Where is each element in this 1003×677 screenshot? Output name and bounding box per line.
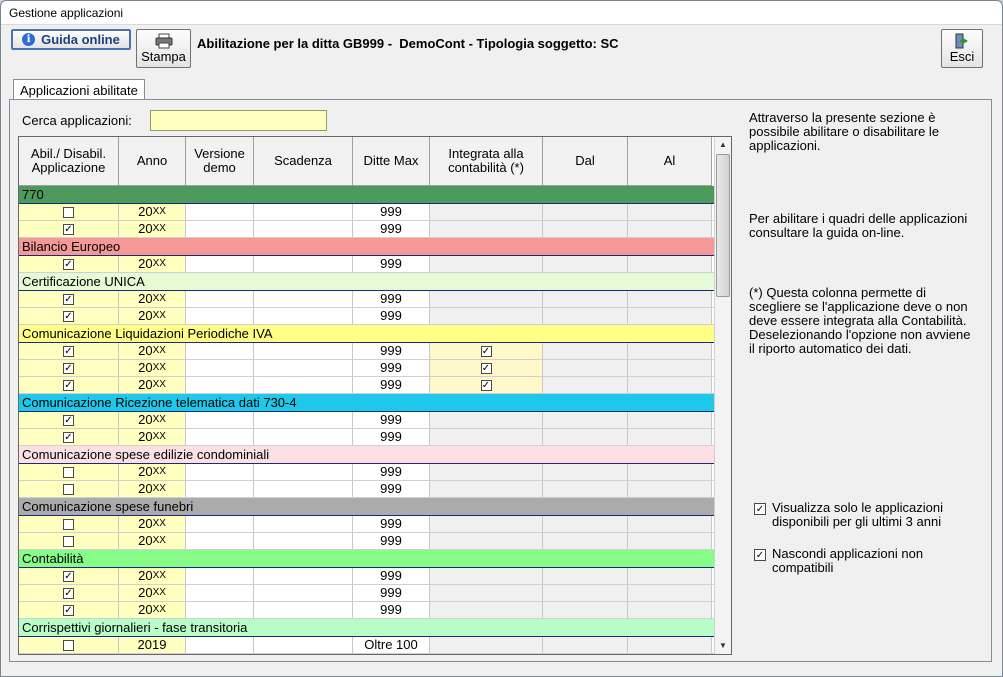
al-cell	[628, 221, 712, 237]
dal-cell	[543, 221, 628, 237]
ditte-max-cell: 999	[353, 256, 430, 272]
anno-value: 20	[138, 360, 153, 375]
enable-checkbox[interactable]: ✓	[64, 223, 73, 235]
enable-cell	[19, 429, 119, 445]
window-title: Gestione applicazioni	[1, 1, 1002, 25]
dal-cell	[543, 360, 628, 376]
anno-cell	[119, 377, 186, 393]
column-header: Al	[628, 137, 712, 185]
anno-value: 20	[138, 221, 153, 236]
ditte-max-cell: 999	[353, 291, 430, 307]
column-header: Integrata alla contabilità (*)	[430, 137, 543, 185]
dal-cell	[543, 291, 628, 307]
al-cell	[628, 256, 712, 272]
versione-demo-cell	[186, 291, 254, 307]
enable-cell	[19, 602, 119, 618]
integrata-cell	[430, 429, 543, 445]
scadenza-cell	[254, 481, 353, 497]
integrata-cell	[430, 291, 543, 307]
group-header: Comunicazione spese edilizie condominiali	[19, 446, 714, 464]
enable-cell	[19, 308, 119, 324]
info-icon: i	[22, 33, 35, 46]
al-cell	[628, 412, 712, 428]
table-row	[19, 429, 714, 446]
dal-cell	[543, 568, 628, 584]
anno-value: 20	[138, 602, 153, 617]
integrata-cell	[430, 568, 543, 584]
anno-suffix: XX	[152, 258, 166, 269]
column-header: Scadenza	[254, 137, 353, 185]
anno-value: 20	[138, 343, 153, 358]
versione-demo-cell	[186, 429, 254, 445]
table-row	[19, 204, 714, 221]
enable-cell	[19, 221, 119, 237]
enable-checkbox[interactable]	[63, 536, 74, 547]
group-header: Bilancio Europeo	[19, 238, 714, 256]
integrata-checkbox[interactable]: ✓	[481, 379, 491, 391]
versione-demo-cell	[186, 637, 254, 653]
versione-demo-cell	[186, 256, 254, 272]
anno-cell	[119, 464, 186, 480]
enable-checkbox[interactable]: ✓	[64, 379, 73, 391]
scadenza-cell	[254, 568, 353, 584]
enable-checkbox[interactable]: ✓	[64, 414, 73, 426]
anno-value: 20	[138, 291, 153, 306]
anno-cell	[119, 481, 186, 497]
al-cell	[628, 377, 712, 393]
table-row	[19, 343, 714, 360]
integrata-checkbox[interactable]: ✓	[481, 362, 491, 374]
group-header: Corrispettivi giornalieri - fase transitoria	[19, 619, 714, 637]
ditte-max-cell: 999	[353, 481, 430, 497]
ditte-max-cell: 999	[353, 585, 430, 601]
enable-cell	[19, 291, 119, 307]
anno-suffix: XX	[152, 310, 166, 321]
al-cell	[628, 568, 712, 584]
table-row	[19, 585, 714, 602]
versione-demo-cell	[186, 585, 254, 601]
anno-suffix: XX	[152, 604, 166, 615]
ditte-max-cell: 999	[353, 343, 430, 359]
table-row	[19, 412, 714, 429]
info-text-2: Per abilitare i quadri delle applicazioni consultare la guida on-line.	[749, 211, 968, 240]
versione-demo-cell	[186, 464, 254, 480]
enable-checkbox[interactable]	[63, 484, 74, 495]
group-header: Comunicazione Ricezione telematica dati 730-4	[19, 394, 714, 412]
dal-cell	[543, 204, 628, 220]
anno-suffix: XX	[152, 379, 166, 390]
anno-value: 20	[138, 568, 153, 583]
anno-value: 20	[138, 481, 153, 496]
table-row	[19, 291, 714, 308]
ditte-max-cell: Oltre 100	[353, 637, 430, 653]
al-cell	[628, 516, 712, 532]
ditte-max-cell: 999	[353, 412, 430, 428]
enable-checkbox[interactable]: ✓	[64, 293, 73, 305]
scadenza-cell	[254, 221, 353, 237]
integrata-cell	[430, 377, 543, 393]
al-cell	[628, 533, 712, 549]
anno-suffix: XX	[152, 414, 166, 425]
al-cell	[628, 360, 712, 376]
al-cell	[628, 308, 712, 324]
scadenza-cell	[254, 343, 353, 359]
enable-checkbox[interactable]: ✓	[64, 258, 73, 270]
ditte-max-cell: 999	[353, 377, 430, 393]
column-header: Anno	[119, 137, 186, 185]
anno-cell	[119, 602, 186, 618]
integrata-cell	[430, 221, 543, 237]
table-row	[19, 221, 714, 238]
scadenza-cell	[254, 585, 353, 601]
search-input[interactable]	[150, 110, 327, 131]
anno-suffix: XX	[152, 293, 166, 304]
al-cell	[628, 343, 712, 359]
integrata-cell	[430, 204, 543, 220]
enable-cell	[19, 481, 119, 497]
anno-cell	[119, 256, 186, 272]
esci-button[interactable]	[941, 29, 983, 68]
al-cell	[628, 481, 712, 497]
anno-cell	[119, 360, 186, 376]
integrata-cell	[430, 602, 543, 618]
ditte-max-cell: 999	[353, 464, 430, 480]
enable-cell	[19, 516, 119, 532]
dal-cell	[543, 516, 628, 532]
dal-cell	[543, 429, 628, 445]
enable-cell	[19, 585, 119, 601]
table-row	[19, 602, 714, 619]
ditte-max-cell: 999	[353, 221, 430, 237]
dal-cell	[543, 464, 628, 480]
anno-cell	[119, 568, 186, 584]
scadenza-cell	[254, 602, 353, 618]
enable-checkbox[interactable]	[63, 519, 74, 530]
search-label: Cerca applicazioni:	[22, 113, 132, 128]
group-header: Contabilità	[19, 550, 714, 568]
versione-demo-cell	[186, 516, 254, 532]
grid-body	[19, 186, 714, 654]
dal-cell	[543, 533, 628, 549]
group-header: Comunicazione spese funebri	[19, 498, 714, 516]
integrata-cell	[430, 533, 543, 549]
versione-demo-cell	[186, 308, 254, 324]
enable-cell	[19, 568, 119, 584]
enable-checkbox[interactable]: ✓	[64, 310, 73, 322]
anno-value: 20	[138, 377, 153, 392]
scadenza-cell	[254, 533, 353, 549]
table-row	[19, 568, 714, 585]
integrata-cell	[430, 516, 543, 532]
option-checkbox[interactable]: ✓	[755, 550, 765, 561]
dal-cell	[543, 343, 628, 359]
anno-value: 20	[138, 412, 153, 427]
al-cell	[628, 637, 712, 653]
printer-icon	[155, 33, 173, 49]
esci-label: Esci	[949, 49, 975, 64]
al-cell	[628, 291, 712, 307]
info-text-1: Attraverso la presente sezione è possibile abilitare o disabilitare le applicazioni.	[749, 110, 940, 153]
enable-cell	[19, 343, 119, 359]
scadenza-cell	[254, 360, 353, 376]
ditte-max-cell: 999	[353, 516, 430, 532]
stampa-label: Stampa	[141, 49, 186, 64]
table-row	[19, 360, 714, 377]
column-header: Versione demo	[186, 137, 254, 185]
scadenza-cell	[254, 204, 353, 220]
table-row	[19, 464, 714, 481]
ditte-max-cell: 999	[353, 204, 430, 220]
enable-cell	[19, 256, 119, 272]
enable-checkbox[interactable]: ✓	[64, 431, 73, 443]
versione-demo-cell	[186, 221, 254, 237]
enable-cell	[19, 360, 119, 376]
scroll-down-icon[interactable]: ▼	[719, 641, 727, 650]
anno-cell	[119, 412, 186, 428]
anno-cell	[119, 204, 186, 220]
table-row	[19, 516, 714, 533]
anno-value: 20	[138, 256, 153, 271]
anno-suffix: XX	[152, 362, 166, 373]
anno-value: 20	[138, 585, 153, 600]
anno-value: 20	[138, 533, 153, 548]
option-label: Visualizza solo le applicazioni disponibili per gli ultimi 3 anni	[772, 500, 944, 529]
column-header: Dal	[543, 137, 628, 185]
anno-value: 20	[138, 464, 153, 479]
table-row	[19, 533, 714, 550]
enable-checkbox[interactable]: ✓	[64, 604, 73, 616]
ditte-max-cell: 999	[353, 533, 430, 549]
versione-demo-cell	[186, 204, 254, 220]
al-cell	[628, 429, 712, 445]
integrata-cell	[430, 360, 543, 376]
vertical-scrollbar[interactable]	[714, 137, 731, 654]
anno-value: 20	[138, 516, 153, 531]
anno-cell	[119, 533, 186, 549]
versione-demo-cell	[186, 481, 254, 497]
anno-cell	[119, 429, 186, 445]
al-cell	[628, 602, 712, 618]
anno-cell	[119, 516, 186, 532]
table-row	[19, 637, 714, 654]
tab-applicazioni-abilitate[interactable]: Applicazioni abilitate	[13, 79, 145, 100]
al-cell	[628, 585, 712, 601]
applications-grid	[18, 136, 732, 655]
column-header: Abil./ Disabil. Applicazione	[19, 137, 119, 185]
option-nascondi-non-compatibili[interactable]	[754, 547, 974, 575]
anno-suffix: XX	[152, 466, 166, 477]
table-row	[19, 308, 714, 325]
ditte-max-cell: 999	[353, 360, 430, 376]
scadenza-cell	[254, 429, 353, 445]
scadenza-cell	[254, 464, 353, 480]
anno-cell	[119, 637, 186, 653]
dal-cell	[543, 481, 628, 497]
header-title: Abilitazione per la ditta GB999 - DemoCont - Tipologia soggetto: SC	[197, 36, 619, 51]
dal-cell	[543, 602, 628, 618]
scrollbar-thumb[interactable]	[716, 154, 730, 297]
versione-demo-cell	[186, 360, 254, 376]
anno-value: 20	[138, 308, 153, 323]
anno-suffix: XX	[152, 431, 166, 442]
anno-cell	[119, 291, 186, 307]
integrata-cell	[430, 464, 543, 480]
versione-demo-cell	[186, 412, 254, 428]
ditte-max-cell: 999	[353, 429, 430, 445]
scadenza-cell	[254, 308, 353, 324]
dal-cell	[543, 637, 628, 653]
enable-checkbox[interactable]	[63, 207, 74, 218]
integrata-cell	[430, 481, 543, 497]
anno-suffix: XX	[152, 518, 166, 529]
table-row	[19, 256, 714, 273]
guida-online-label: Guida online	[41, 32, 120, 47]
anno-cell	[119, 585, 186, 601]
versione-demo-cell	[186, 377, 254, 393]
column-header: Ditte Max	[353, 137, 430, 185]
ditte-max-cell: 999	[353, 568, 430, 584]
integrata-cell	[430, 308, 543, 324]
scadenza-cell	[254, 637, 353, 653]
enable-cell	[19, 533, 119, 549]
enable-checkbox[interactable]	[63, 467, 74, 478]
integrata-cell	[430, 585, 543, 601]
guida-online-button[interactable]	[11, 29, 131, 50]
anno-value: 2019	[137, 637, 167, 652]
versione-demo-cell	[186, 568, 254, 584]
stampa-button[interactable]	[136, 29, 191, 68]
group-header: Comunicazione Liquidazioni Periodiche IVA	[19, 325, 714, 343]
dal-cell	[543, 377, 628, 393]
dal-cell	[543, 585, 628, 601]
option-checkbox[interactable]: ✓	[755, 504, 765, 515]
scadenza-cell	[254, 377, 353, 393]
dal-cell	[543, 412, 628, 428]
ditte-max-cell: 999	[353, 308, 430, 324]
versione-demo-cell	[186, 533, 254, 549]
group-header: 770	[19, 186, 714, 204]
scroll-up-icon[interactable]: ▲	[719, 140, 727, 149]
versione-demo-cell	[186, 343, 254, 359]
scadenza-cell	[254, 291, 353, 307]
enable-checkbox[interactable]: ✓	[64, 587, 73, 599]
anno-cell	[119, 308, 186, 324]
scadenza-cell	[254, 412, 353, 428]
versione-demo-cell	[186, 602, 254, 618]
ditte-max-cell: 999	[353, 602, 430, 618]
integrata-cell	[430, 256, 543, 272]
enable-cell	[19, 637, 119, 653]
anno-suffix: XX	[152, 483, 166, 494]
anno-suffix: XX	[152, 223, 166, 234]
group-header: Certificazione UNICA	[19, 273, 714, 291]
al-cell	[628, 204, 712, 220]
option-label: Nascondi applicazioni non compatibili	[772, 546, 924, 575]
enable-cell	[19, 464, 119, 480]
info-text-3: (*) Questa colonna permette di scegliere se l'applicazione deve o non deve essere integrata alla Contabilità. Deselezionando l'opzione non avviene il riporto automatico dei dati.	[749, 285, 971, 356]
al-cell	[628, 464, 712, 480]
enable-cell	[19, 377, 119, 393]
exit-door-icon	[954, 33, 970, 49]
anno-suffix: XX	[152, 535, 166, 546]
enable-checkbox[interactable]: ✓	[64, 570, 73, 582]
table-row	[19, 377, 714, 394]
integrata-cell	[430, 412, 543, 428]
integrata-cell	[430, 343, 543, 359]
anno-suffix: XX	[152, 587, 166, 598]
anno-value: 20	[138, 204, 153, 219]
table-row	[19, 481, 714, 498]
anno-cell	[119, 343, 186, 359]
enable-cell	[19, 204, 119, 220]
integrata-checkbox[interactable]: ✓	[481, 345, 491, 357]
anno-suffix: XX	[152, 345, 166, 356]
scadenza-cell	[254, 256, 353, 272]
enable-checkbox[interactable]	[63, 640, 74, 651]
scadenza-cell	[254, 516, 353, 532]
anno-value: 20	[138, 429, 153, 444]
anno-suffix: XX	[152, 570, 166, 581]
dal-cell	[543, 256, 628, 272]
enable-cell	[19, 412, 119, 428]
integrata-cell	[430, 637, 543, 653]
anno-cell	[119, 221, 186, 237]
enable-checkbox[interactable]: ✓	[64, 345, 73, 357]
grid-header	[19, 137, 712, 186]
option-ultimi-3-anni[interactable]	[754, 501, 974, 529]
dal-cell	[543, 308, 628, 324]
enable-checkbox[interactable]: ✓	[64, 362, 73, 374]
anno-suffix: XX	[152, 206, 166, 217]
